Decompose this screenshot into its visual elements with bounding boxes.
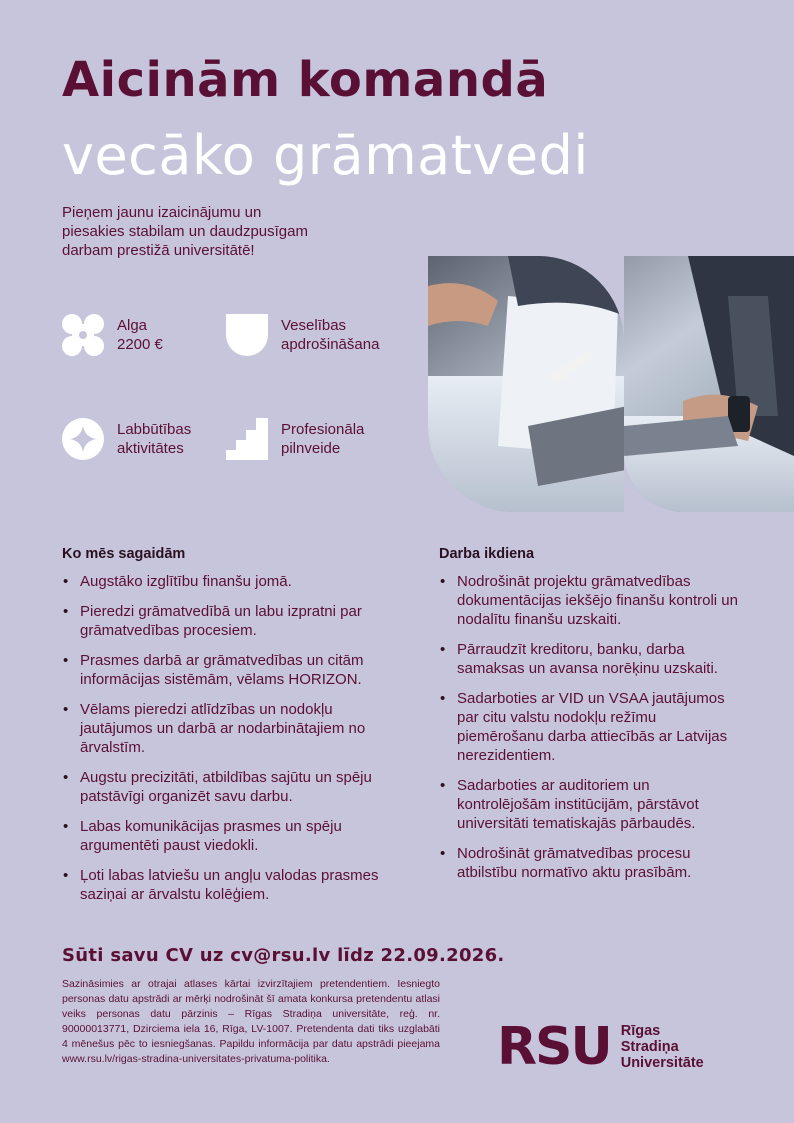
section-heading: Ko mēs sagaidām <box>62 546 186 562</box>
benefit-value: 2200 € <box>117 336 163 353</box>
benefit-insurance <box>225 313 379 357</box>
list-item: • Vēlams pieredzi atlīdzības un nodokļu jautājumos un darbā ar nodarbinātajiem no ārvalstīm. <box>62 700 392 757</box>
sparkle-icon <box>61 417 105 461</box>
list-item: • Pieredzi grāmatvedībā un labu izpratni par grāmatvedības procesiem. <box>62 602 392 640</box>
stairs-icon <box>225 417 269 461</box>
requirements-section <box>62 546 392 915</box>
list-item: • Augstu precizitāti, atbildības sajūtu un spēju patstāvīgi organizēt savu darbu. <box>62 768 392 806</box>
list-item: • Ļoti labas latviešu un angļu valodas prasmes saziņai ar ārvalstu kolēģiem. <box>62 866 392 904</box>
list-item: • Prasmes darbā ar grāmatvedības un citām informācijas sistēmām, vēlams HORIZON. <box>62 651 392 689</box>
list-item: • Nodrošināt projektu grāmatvedības dokumentācijas iekšējo finanšu kontroli un nodalītu finanšu uzskaiti. <box>439 572 739 629</box>
benefit-label: Profesionāla <box>281 421 365 438</box>
benefit-label: Veselības <box>281 317 347 334</box>
office-photo <box>428 256 794 512</box>
intro-text <box>62 203 362 260</box>
list-item: • Labas komunikācijas prasmes un spēju argumentēti paust viedokli. <box>62 817 392 855</box>
benefit-wellbeing <box>61 417 191 461</box>
list-item: • Pārraudzīt kreditoru, banku, darba samaksas un avansa norēķinu uzskaiti. <box>439 640 739 678</box>
list-item: • Augstāko izglītību finanšu jomā. <box>62 572 392 591</box>
logo-name-line: Rīgas <box>620 1023 661 1039</box>
page-subtitle: vecāko grāmatvedi <box>62 124 589 187</box>
duties-section <box>439 546 739 893</box>
benefit-value: apdrošināšana <box>281 336 380 353</box>
intro-line: Pieņem jaunu izaicinājumu un <box>62 204 262 221</box>
logo-name-line: Universitāte <box>620 1055 704 1071</box>
logo-mark: RSU <box>497 1017 611 1077</box>
intro-line: piesakies stabilam un daudzpusīgam <box>62 223 308 240</box>
rsu-logo <box>497 1017 704 1077</box>
requirements-list <box>62 572 392 904</box>
duties-list <box>439 572 739 882</box>
page-title: Aicinām komandā <box>62 52 549 108</box>
intro-line: darbam prestižā universitātē! <box>62 242 255 259</box>
flower-icon <box>61 313 105 357</box>
benefit-development <box>225 417 364 461</box>
benefit-salary <box>61 313 163 357</box>
logo-name-line: Stradiņa <box>620 1039 679 1055</box>
list-item: • Sadarboties ar VID un VSAA jautājumos par citu valstu nodokļu režīmu piemērošanu darba attiecībās ar Latvijas nerezidentiem. <box>439 689 739 765</box>
apply-cta: Sūti savu CV uz cv@rsu.lv līdz 22.09.2026. <box>62 945 505 966</box>
privacy-notice: Sazināsimies ar otrajai atlases kārtai izvirzītajiem pretendentiem. Iesniegto personas datu apstrādi ar mērķi nodrošināt šī amata konkursa pretendentu atlasi veiks personas datu pārzinis – Rīgas Stradiņa universitāte, reģ. nr. 90000013771, Dzirciema iela 16, Rīga, LV-1007. Pretendenta dati tiks uzglabāti 4 mēnešus pēc to iesniegšanas. Papildu informācija par datu apstrādi pieejama www.rsu.lv/rigas-stradina-universitates-privatuma-politika. <box>62 978 440 1065</box>
list-item: • Sadarboties ar auditoriem un kontrolējošām institūcijām, pārstāvot universitāti tematiskajās pārbaudēs. <box>439 776 739 833</box>
list-item: • Nodrošināt grāmatvedības procesu atbilstību normatīvo aktu prasībām. <box>439 844 739 882</box>
benefit-value: pilnveide <box>281 440 341 457</box>
shield-icon <box>225 313 269 357</box>
benefit-value: aktivitātes <box>117 440 184 457</box>
benefit-label: Labbūtības <box>117 421 192 438</box>
logo-name <box>621 1023 704 1071</box>
benefit-label: Alga <box>117 317 148 334</box>
section-heading: Darba ikdiena <box>439 546 535 562</box>
